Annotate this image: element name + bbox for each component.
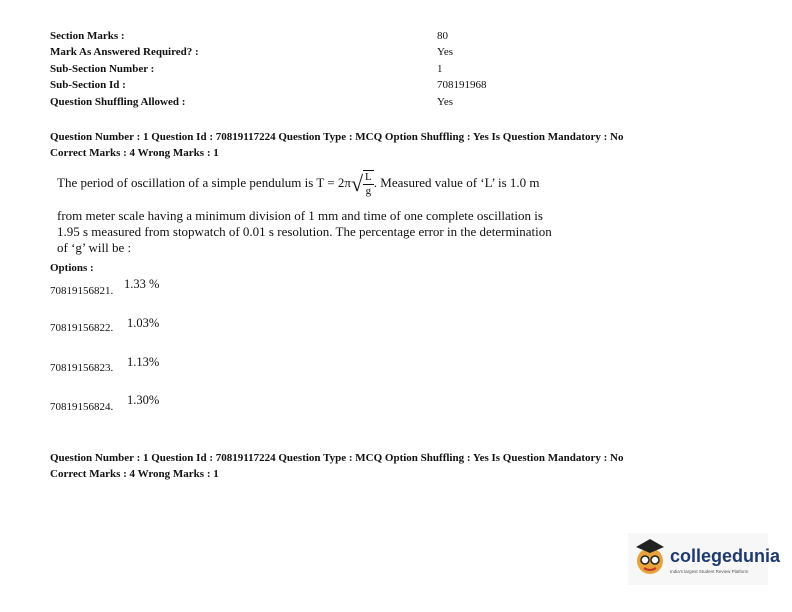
fraction-numerator: L [365, 171, 372, 183]
mark-as-answered-label: Mark As Answered Required? : [50, 46, 199, 58]
question-text-line4: of ‘g’ will be : [57, 240, 132, 255]
question-text-pre: The period of oscillation of a simple pendulum is T = 2π [57, 174, 351, 190]
options-label: Options : [50, 262, 94, 274]
section-marks-value: 80 [437, 30, 448, 42]
option-id-4: 70819156824. [50, 401, 114, 413]
option-id-2: 70819156822. [50, 322, 114, 334]
option-value-4[interactable]: 1.30% [127, 393, 160, 407]
question-text-line2: from meter scale having a minimum division of 1 mm and time of one complete oscillation is [57, 208, 543, 223]
sub-section-number-label: Sub-Section Number : [50, 63, 155, 75]
section-marks-label: Section Marks : [50, 30, 125, 42]
question-header-2: Question Number : 1 Question Id : 70819117224 Question Type : MCQ Option Shuffling : Yes Is Question Mandatory : No [50, 452, 624, 464]
option-value-1[interactable]: 1.33 % [124, 277, 160, 291]
question-text-line3: 1.95 s measured from stopwatch of 0.01 s resolution. The percentage error in the determination [57, 224, 552, 239]
fraction [363, 170, 374, 198]
question-marks-2: Correct Marks : 4 Wrong Marks : 1 [50, 468, 219, 480]
mark-as-answered-value: Yes [437, 46, 454, 58]
question-shuffling-label: Question Shuffling Allowed : [50, 96, 186, 108]
option-value-2[interactable]: 1.03% [127, 316, 160, 330]
question-marks: Correct Marks : 4 Wrong Marks : 1 [50, 147, 219, 159]
question-text-post: . Measured value of ‘L’ is 1.0 m [373, 174, 540, 190]
option-id-1: 70819156821. [50, 285, 114, 297]
sub-section-id-value: 708191968 [437, 79, 487, 91]
sub-section-number-value: 1 [437, 63, 443, 75]
sub-section-id-label: Sub-Section Id : [50, 79, 126, 91]
question-text-line1 [57, 170, 540, 198]
fraction-denominator: g [365, 185, 372, 197]
question-shuffling-value: Yes [437, 96, 454, 108]
question-header: Question Number : 1 Question Id : 70819117224 Question Type : MCQ Option Shuffling : Yes Is Question Mandatory : No [50, 131, 624, 143]
option-id-3: 70819156823. [50, 362, 114, 374]
option-value-3[interactable]: 1.13% [127, 355, 160, 369]
logo-tagline: India's largest Student Review Platform [670, 569, 749, 574]
sqrt-symbol: √ [350, 171, 364, 196]
logo-text: collegedunia [670, 546, 781, 566]
